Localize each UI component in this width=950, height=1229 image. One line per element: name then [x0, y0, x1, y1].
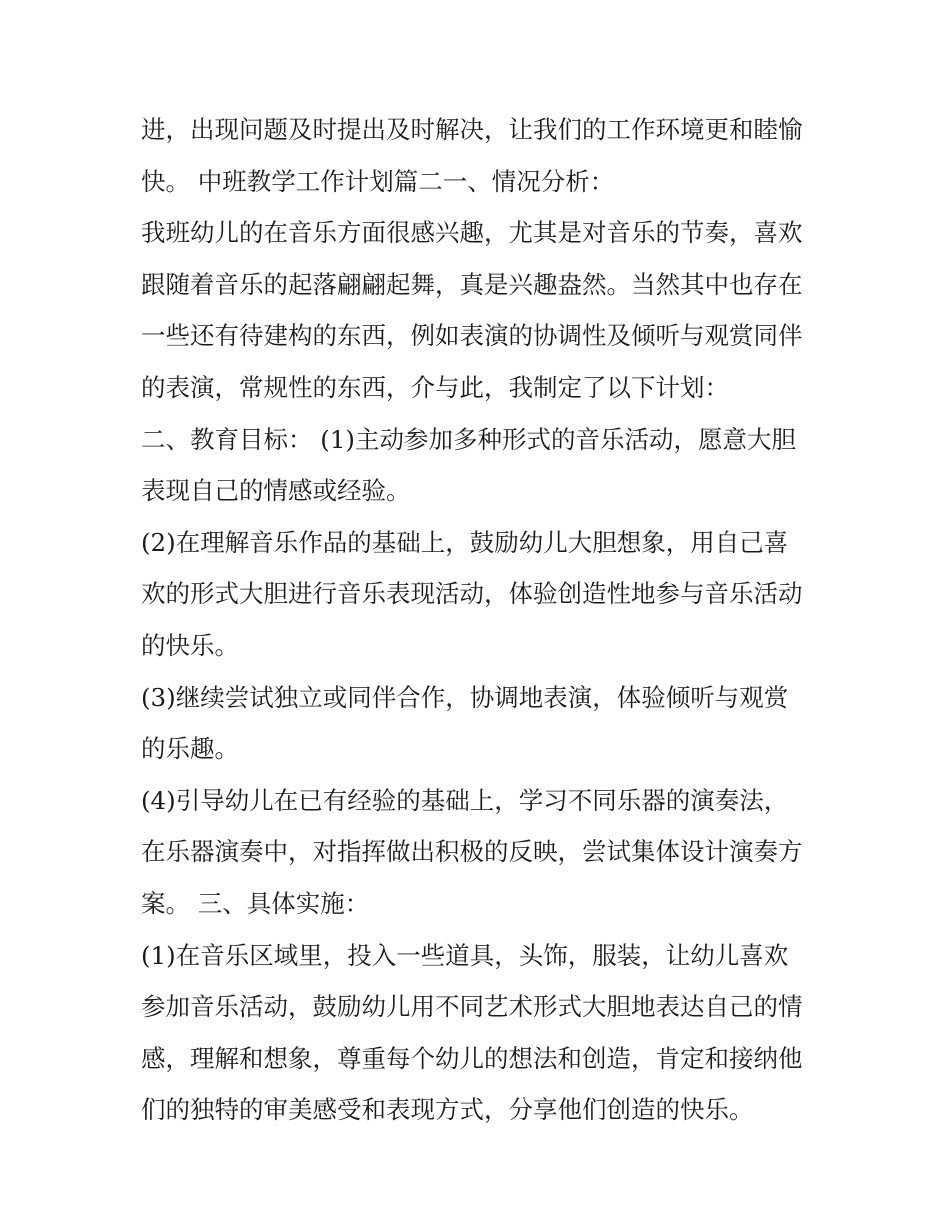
text-line: 们的独特的审美感受和表现方式，分享他们创造的快乐。: [141, 1095, 754, 1125]
text-line: 的表演，常规性的东西，介与此，我制定了以下计划：: [141, 372, 729, 402]
text-line: 参加音乐活动，鼓励幼儿用不同艺术形式大胆地表达自己的情: [141, 992, 803, 1022]
document-body: [141, 104, 821, 1136]
text-line: (4)引导幼儿在已有经验的基础上，学习不同乐器的演奏法，: [141, 785, 789, 815]
text-line: 进，出现问题及时提出及时解决，让我们的工作环境更和睦愉: [141, 115, 803, 144]
text-line: 跟随着音乐的起落翩翩起舞，真是兴趣盎然。当然其中也存在: [141, 269, 803, 299]
text-line: 二、教育目标： (1)主动参加多种形式的音乐活动，愿意大胆: [141, 424, 796, 454]
text-line: 的乐趣。: [141, 734, 239, 764]
text-line: (2)在理解音乐作品的基础上，鼓励幼儿大胆想象，用自己喜: [141, 527, 789, 557]
text-line: 一些还有待建构的东西，例如表演的协调性及倾听与观赏同伴: [141, 321, 803, 351]
text-line: 欢的形式大胆进行音乐表现活动，体验创造性地参与音乐活动: [141, 579, 803, 609]
text-line: 我班幼儿的在音乐方面很感兴趣，尤其是对音乐的节奏，喜欢: [141, 218, 803, 248]
text-line: 案。 三、具体实施：: [141, 888, 370, 918]
text-line: 在乐器演奏中，对指挥做出积极的反映，尝试集体设计演奏方: [141, 837, 803, 867]
text-line: 快。 中班教学工作计划篇二一、情况分析：: [141, 166, 615, 196]
text-line: 感，理解和想象，尊重每个幼儿的想法和创造，肯定和接纳他: [141, 1043, 803, 1073]
text-line: 的快乐。: [141, 630, 239, 660]
text-line: (3)继续尝试独立或同伴合作，协调地表演，体验倾听与观赏: [141, 682, 789, 712]
text-line: 表现自己的情感或经验。: [141, 476, 411, 506]
text-line: (1)在音乐区域里，投入一些道具，头饰，服装，让幼儿喜欢: [141, 940, 789, 970]
